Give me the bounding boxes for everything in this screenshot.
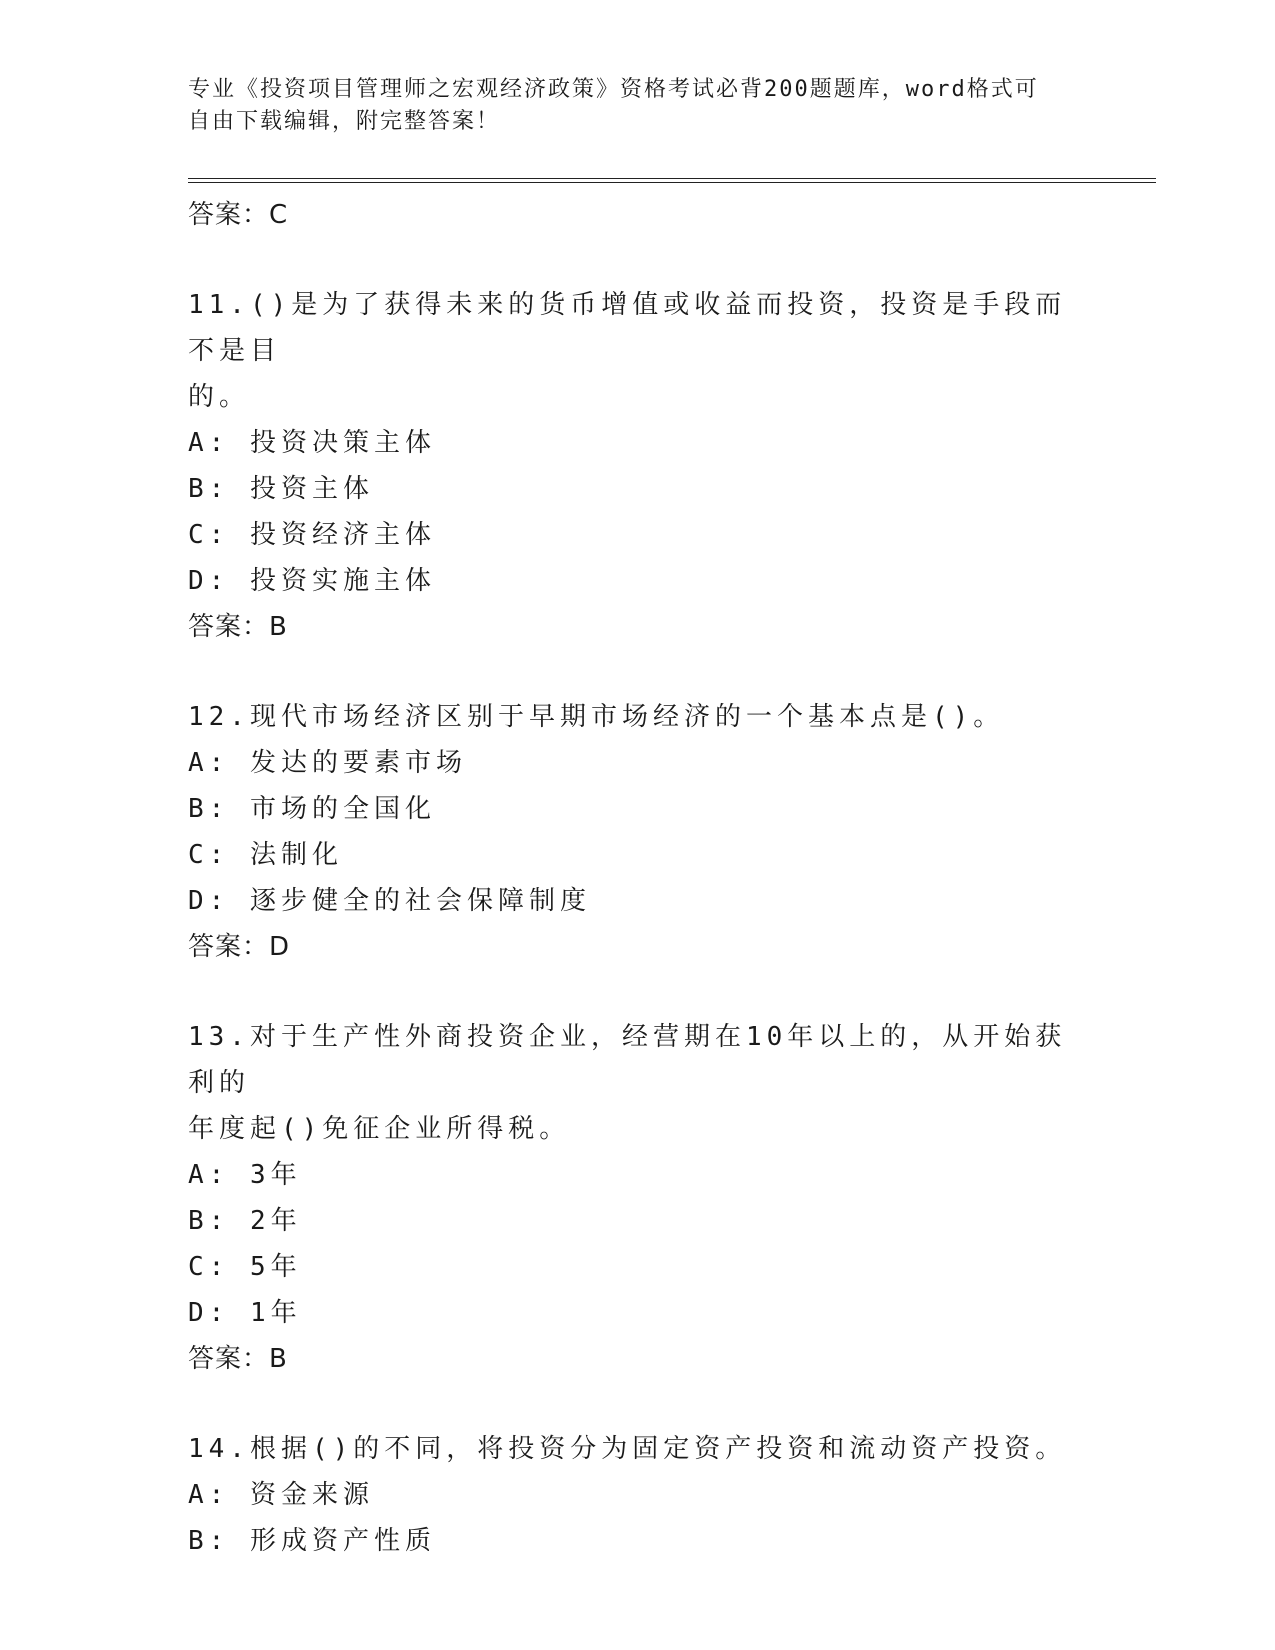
option-d: D: 1年: [188, 1298, 302, 1328]
option-c: C: 5年: [188, 1252, 302, 1282]
answer-line: 答案：D: [188, 932, 291, 962]
option-b: B: 2年: [188, 1206, 302, 1236]
option-a: A: 投资决策主体: [188, 428, 436, 458]
option-a: A: 发达的要素市场: [188, 748, 467, 778]
question-text: [188, 282, 1088, 420]
answer-line: 答案：B: [188, 1344, 288, 1374]
question-text-line: 11.()是为了获得未来的货币增值或收益而投资，投资是手段而不是目: [188, 290, 1067, 366]
option-d: D: 投资实施主体: [188, 566, 436, 596]
option-c: C: 法制化: [188, 840, 343, 870]
option-b: B: 形成资产性质: [188, 1526, 436, 1556]
question-block: [188, 282, 1088, 650]
option-b: B: 市场的全国化: [188, 794, 436, 824]
question-text-line: 12.现代市场经济区别于早期市场经济的一个基本点是()。: [188, 702, 1005, 732]
option-b: B: 投资主体: [188, 474, 374, 504]
answer-line: 答案：B: [188, 612, 288, 642]
option-d: D: 逐步健全的社会保障制度: [188, 886, 591, 916]
question-text-line: 14.根据()的不同，将投资分为固定资产投资和流动资产投资。: [188, 1434, 1067, 1464]
question-text-line: 13.对于生产性外商投资企业，经营期在10年以上的，从开始获利的: [188, 1022, 1067, 1098]
question-text-line: 年度起()免征企业所得税。: [188, 1114, 571, 1144]
question-block: [188, 1426, 1088, 1564]
answer-line: 答案：C: [188, 200, 289, 230]
document-header: [188, 74, 1068, 138]
option-a: A: 资金来源: [188, 1480, 374, 1510]
header-line-1: 专业《投资项目管理师之宏观经济政策》资格考试必背200题题库，word格式可: [188, 77, 1039, 102]
option-a: A: 3年: [188, 1160, 302, 1190]
question-block: [188, 1014, 1088, 1382]
header-line-2: 自由下载编辑，附完整答案！: [188, 109, 501, 134]
header-divider: [188, 178, 1156, 183]
question-text-line: 的。: [188, 382, 251, 412]
question-block: [188, 694, 1088, 970]
question-text: [188, 1426, 1088, 1472]
question-text: [188, 1014, 1088, 1152]
question-list: [188, 192, 1088, 1564]
question-text: [188, 694, 1088, 740]
option-c: C: 投资经济主体: [188, 520, 436, 550]
